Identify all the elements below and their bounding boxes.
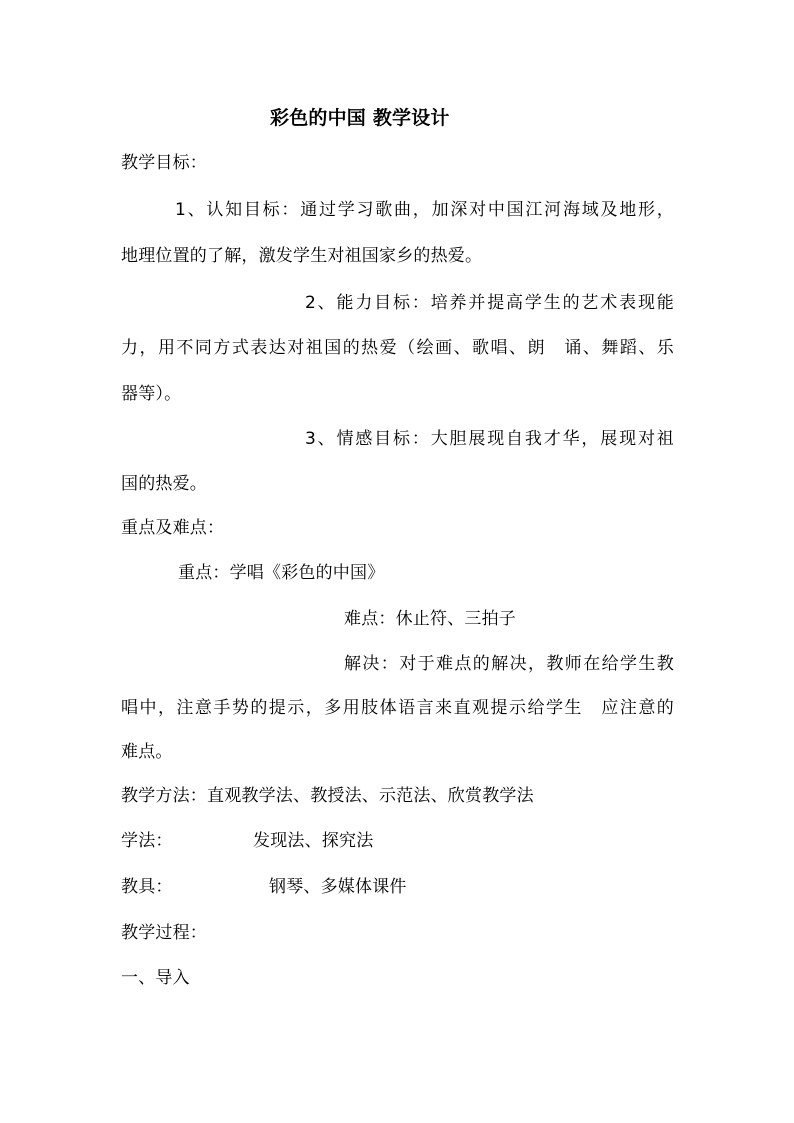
objective-1-line2: 地理位置的了解，激发学生对祖国家乡的热爱。: [121, 246, 483, 266]
objective-3-line2: 国的热爱。: [121, 474, 207, 494]
key-point: 重点：学唱《彩色的中国》: [178, 563, 385, 583]
tools-value: 钢琴、多媒体课件: [269, 877, 407, 897]
solution-line1: 解决：对于难点的解决，教师在给学生教: [344, 654, 674, 674]
tools-label: 教具：: [121, 877, 173, 897]
key-points-heading: 重点及难点：: [121, 518, 225, 538]
process-heading: 教学过程：: [121, 923, 207, 943]
solution-line2: 唱中，注意手势的提示，多用肢体语言来直观提示给学生 应注意的: [121, 698, 674, 718]
learning-methods-label: 学法：: [121, 831, 173, 851]
document-title: 彩色的中国 教学设计: [270, 107, 450, 129]
solution-line3: 难点。: [121, 742, 173, 762]
objectives-heading: 教学目标：: [121, 153, 207, 173]
objective-1-line1: 1、认知目标：通过学习歌曲，加深对中国江河海域及地形，: [175, 200, 674, 220]
learning-methods-value: 发现法、探究法: [253, 831, 374, 851]
section-1-heading: 一、导入: [121, 968, 190, 988]
teaching-methods: 教学方法：直观教学法、教授法、示范法、欣赏教学法: [121, 786, 534, 806]
objective-2-line1: 2、能力目标：培养并提高学生的艺术表现能: [305, 293, 674, 313]
difficulty: 难点：休止符、三拍子: [344, 609, 516, 629]
objective-2-line2: 力，用不同方式表达对祖国的热爱（绘画、歌唱、朗 诵、舞蹈、乐: [121, 338, 674, 358]
objective-2-line3: 器等）。: [121, 384, 182, 404]
objective-3-line1: 3、情感目标：大胆展现自我才华，展现对祖: [305, 429, 674, 449]
